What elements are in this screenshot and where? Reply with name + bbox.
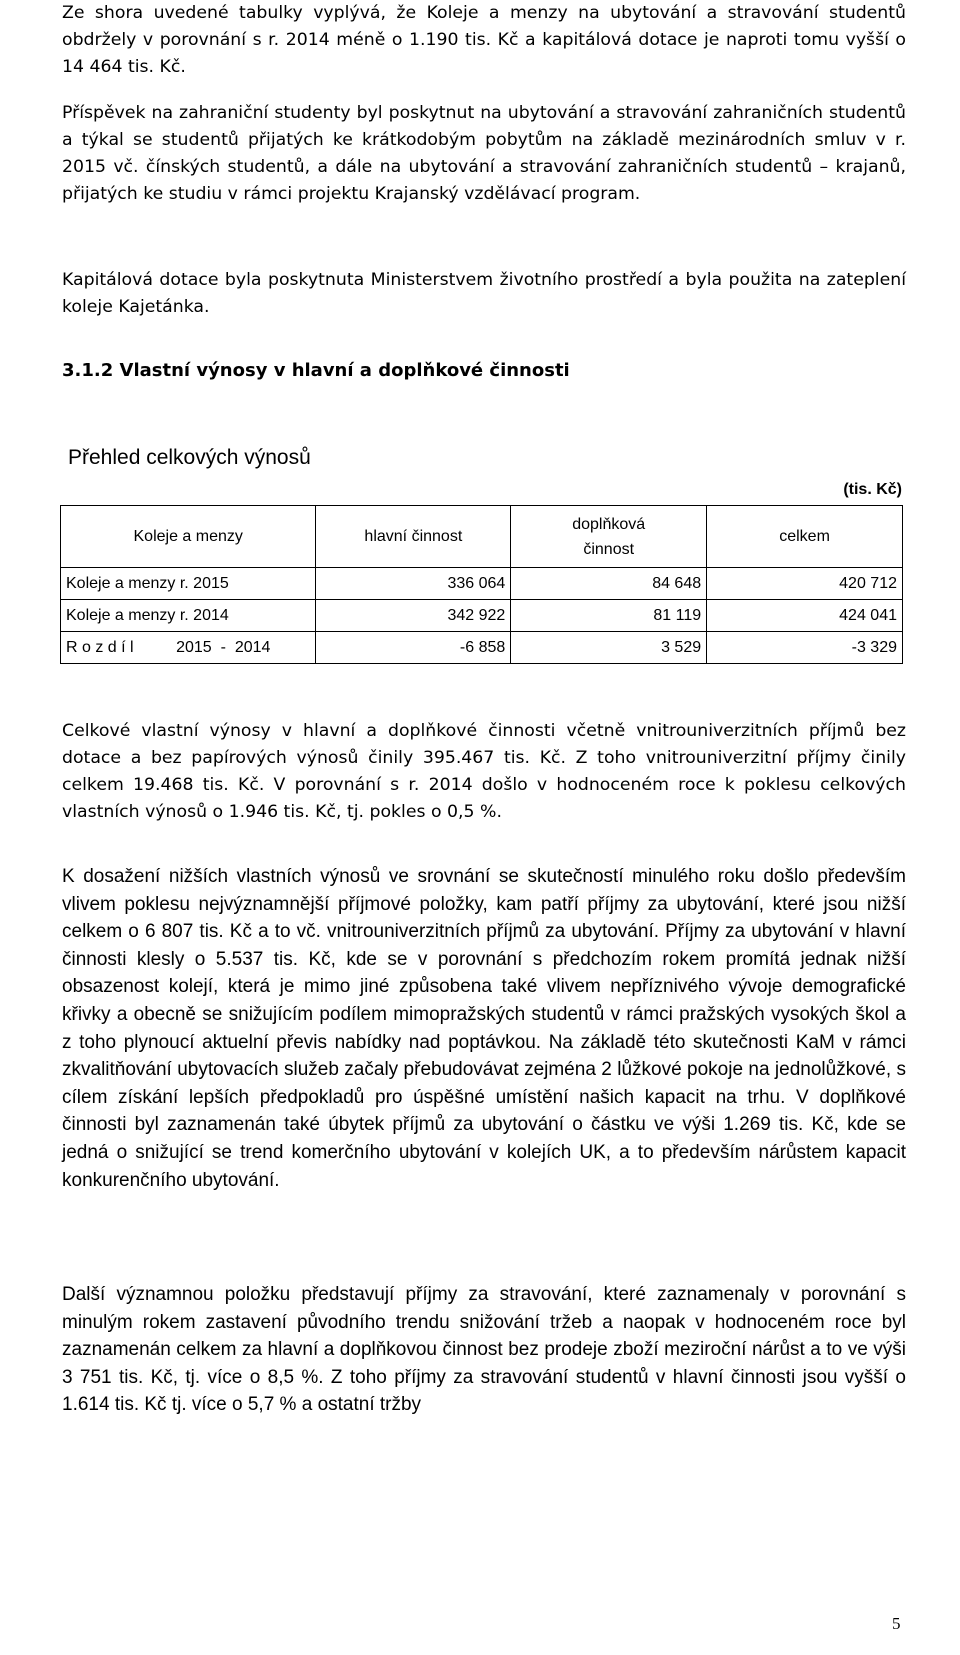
cell-total: -3 329 [707,632,903,664]
header-cell-text: doplňková činnost [572,515,646,558]
paragraph-subsidy-comparison: Ze shora uvedené tabulky vyplývá, že Koleje a menzy na ubytování a stravování studentů obdržely v porovnání s r. 2014 méně o 1.190 tis. Kč a kapitálová dotace je naproti tomu vyšší o 14 464 tis. Kč. [62,3,906,77]
section-heading: 3.1.2 Vlastní výnosy v hlavní a doplňkové činnosti [62,360,570,381]
cell-main: 342 922 [316,600,511,632]
table-title: Přehled celkových výnosů [68,446,311,469]
table-row [61,568,903,600]
header-cell: celkem [707,506,903,568]
cell-supplementary: 3 529 [511,632,707,664]
cell-total: 420 712 [707,568,903,600]
cell-total: 424 041 [707,600,903,632]
header-cell [511,506,707,568]
difference-period: 2015 - 2014 [176,638,271,656]
header-cell: Koleje a menzy [61,506,316,568]
table-header-row [61,506,903,568]
page-number: 5 [892,1614,901,1633]
difference-label-group [66,639,310,657]
row-label [61,632,316,664]
table-row [61,600,903,632]
row-label: Koleje a menzy r. 2014 [61,600,316,632]
difference-label: R o z d í l [66,638,134,656]
row-label: Koleje a menzy r. 2015 [61,568,316,600]
paragraph-total-revenue: Celkové vlastní výnosy v hlavní a doplňkové činnosti včetně vnitrouniverzitních příjmů bez dotace a bez papírových výnosů činily 395.467 tis. Kč. Z toho vnitrouniverzitní příjmy činily celkem 19.468 tis. Kč. V porovnání s r. 2014 došlo v hodnoceném roce k poklesu celkových vlastních výnosů o 1.946 tis. Kč, tj. pokles o 0,5 %. [62,721,906,822]
paragraph-catering-revenue: Další významnou položku představují příjmy za stravování, které zaznamenaly v porovnání s minulým rokem zastavení původního trendu snižování tržeb a naopak v hodnoceném roce byl zaznamenán celkem za hlavní a doplňkovou činnost bez prodeje zboží meziroční nárůst a to ve výši 3 751 tis. Kč, tj. více o 8,5 %. Z toho příjmy za stravování studentů v hlavní činnosti jsou vyšší o 1.614 tis. Kč tj. více o 5,7 % a ostatní tržby [62,1284,906,1416]
paragraph-revenue-decline: K dosažení nižších vlastních výnosů ve srovnání se skutečností minulého roku došlo především vlivem poklesu nejvýznamnější příjmové položky, kam patří příjmy za ubytování, které jsou nižší celkem o 6 807 tis. Kč a to vč. vnitrouniverzitních příjmů za ubytování. Příjmy za ubytování v hlavní činnosti klesly o 5.537 tis. Kč, kde se v porovnání s předchozím rokem promítá jednak nižší obsazenost kolejí, která je mimo jiné způsobena také vlivem nepříznivého vývoje demografické křivky a obecně se snižujícím podílem mimopražských studentů v rámci pražských vysokých škol a z toho plynoucí aktuelní převis nabídky nad poptávkou. Na základě této skutečnosti KaM v rámci zkvalitňování ubytovacích služeb začaly přebudovávat zejména 2 lůžkové pokoje na jednolůžkové, s cílem získání lepších předpokladů pro úspěšné umístění našich kapacit na trhu. V doplňkové činnosti byl zaznamenán také úbytek příjmů za ubytování o částku ve výši 1.269 tis. Kč, kde se jedná o snižující se trend komerčního ubytování v kolejích UK, a to především nárůstem kapacit konkurenčního ubytování. [62,866,906,1191]
paragraph-capital-subsidy: Kapitálová dotace byla poskytnuta Ministerstvem životního prostředí a byla použita na zateplení koleje Kajetánka. [62,270,906,317]
revenue-table [60,505,903,664]
cell-main: -6 858 [316,632,511,664]
cell-supplementary: 81 119 [511,600,707,632]
cell-supplementary: 84 648 [511,568,707,600]
header-cell: hlavní činnost [316,506,511,568]
table-unit: (tis. Kč) [843,481,902,498]
paragraph-foreign-students: Příspěvek na zahraniční studenty byl poskytnut na ubytování a stravování zahraničních studentů a týkal se studentů přijatých ke krátkodobým pobytům na základě mezinárodních smluv v r. 2015 vč. čínských studentů, a dále na ubytování a stravování zahraničních studentů – krajanů, přijatých ke studiu v rámci projektu Krajanský vzdělávací program. [62,103,906,204]
cell-main: 336 064 [316,568,511,600]
table-row-difference [61,632,903,664]
